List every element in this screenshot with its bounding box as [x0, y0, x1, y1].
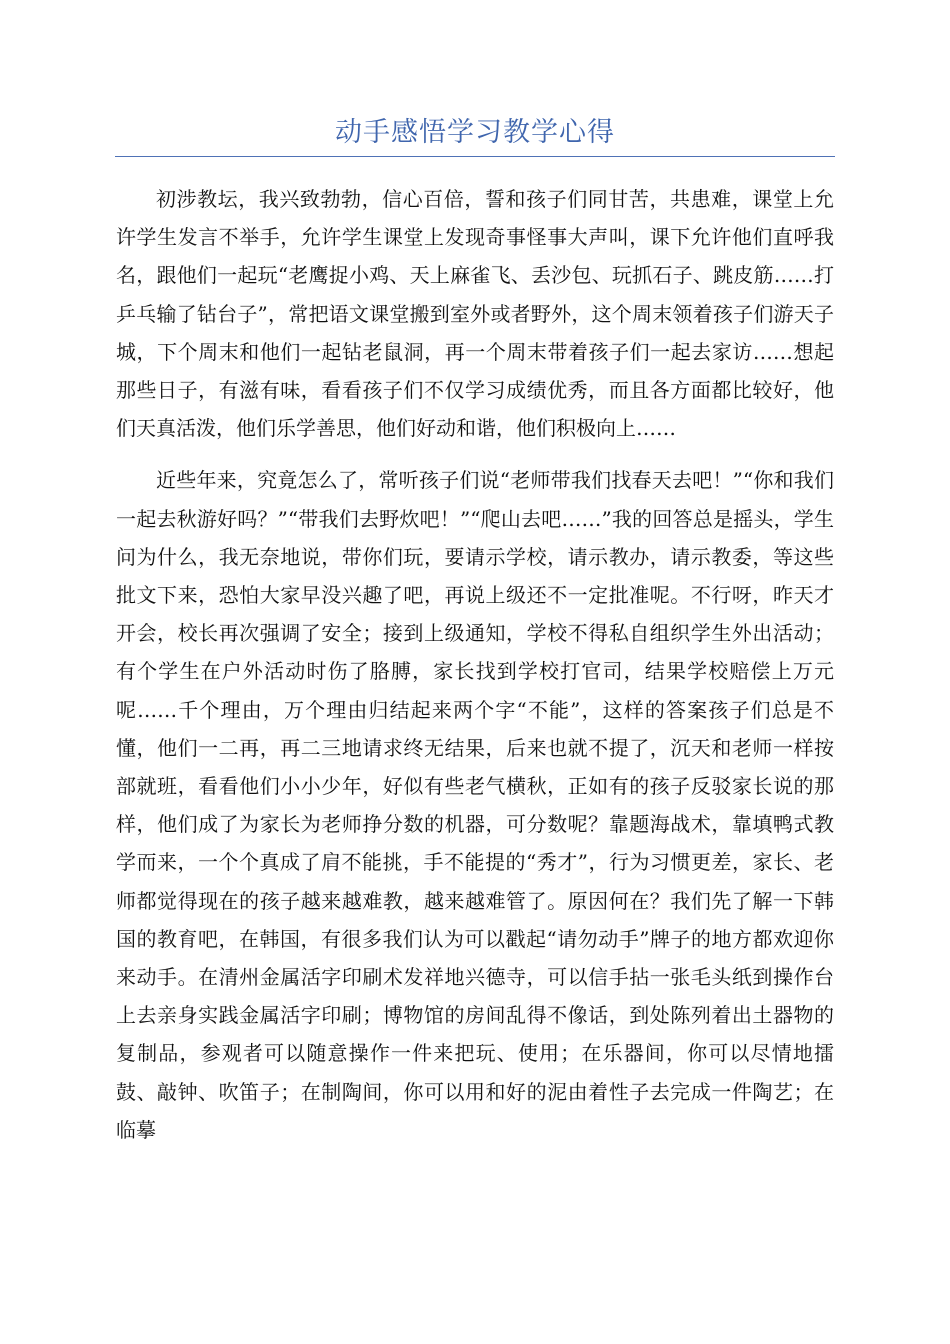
document-body: [116, 180, 834, 1149]
title-block: [115, 112, 835, 157]
page-title: 动手感悟学习教学心得: [335, 117, 615, 148]
paragraph-1: 初涉教坛，我兴致勃勃，信心百倍，誓和孩子们同甘苦，共患难，课堂上允许学生发言不举手，允许学生课堂上发现奇事怪事大声叫，课下允许他们直呼我名，跟他们一起玩“老鹰捉小鸡、天上麻雀飞、丢沙包、玩抓石子、跳皮筋……打乒乓输了钻台子”，常把语文课堂搬到室外或者野外，这个周末领着孩子们游天子城，下个周末和他们一起钻老鼠洞，再一个周末带着孩子们一起去家访……想起那些日子，有滋有味，看看孩子们不仅学习成绩优秀，而且各方面都比较好，他们天真活泼，他们乐学善思，他们好动和谐，他们积极向上……: [116, 187, 834, 441]
paragraph-2: 近些年来，究竟怎么了，常听孩子们说“老师带我们找春天去吧！”“你和我们一起去秋游好吗？”“带我们去野炊吧！”“爬山去吧……”我的回答总是摇头，学生问为什么，我无奈地说，带你们玩，要请示学校，请示教办，请示教委，等这些批文下来，恐怕大家早没兴趣了吧，再说上级还不一定批准呢。不行呀，昨天才开会，校长再次强调了安全；接到上级通知，学校不得私自组织学生外出活动；有个学生在户外活动时伤了胳膊，家长找到学校打官司，结果学校赔偿上万元呢……千个理由，万个理由归结起来两个字“不能”，这样的答案孩子们总是不懂，他们一二再，再二三地请求终无结果，后来也就不提了，沉天和老师一样按部就班，看看他们小小少年，好似有些老气横秋，正如有的孩子反驳家长说的那样，他们成了为家长为老师挣分数的机器，可分数呢？靠题海战术，靠填鸭式教学而来，一个个真成了肩不能挑，手不能提的“秀才”，行为习惯更差，家长、老师都觉得现在的孩子越来越难教，越来越难管了。原因何在？我们先了解一下韩国的教育吧，在韩国，有很多我们认为可以戳起“请勿动手”牌子的地方都欢迎你来动手。在清州金属活字印刷术发祥地兴德寺，可以信手拈一张毛头纸到操作台上去亲身实践金属活字印刷；博物馆的房间乱得不像话，到处陈列着出土器物的复制品，参观者可以随意操作一件来把玩、使用；在乐器间，你可以尽情地擂鼓、敲钟、吹笛子；在制陶间，你可以用和好的泥由着性子去完成一件陶艺；在临摹: [116, 468, 834, 1142]
